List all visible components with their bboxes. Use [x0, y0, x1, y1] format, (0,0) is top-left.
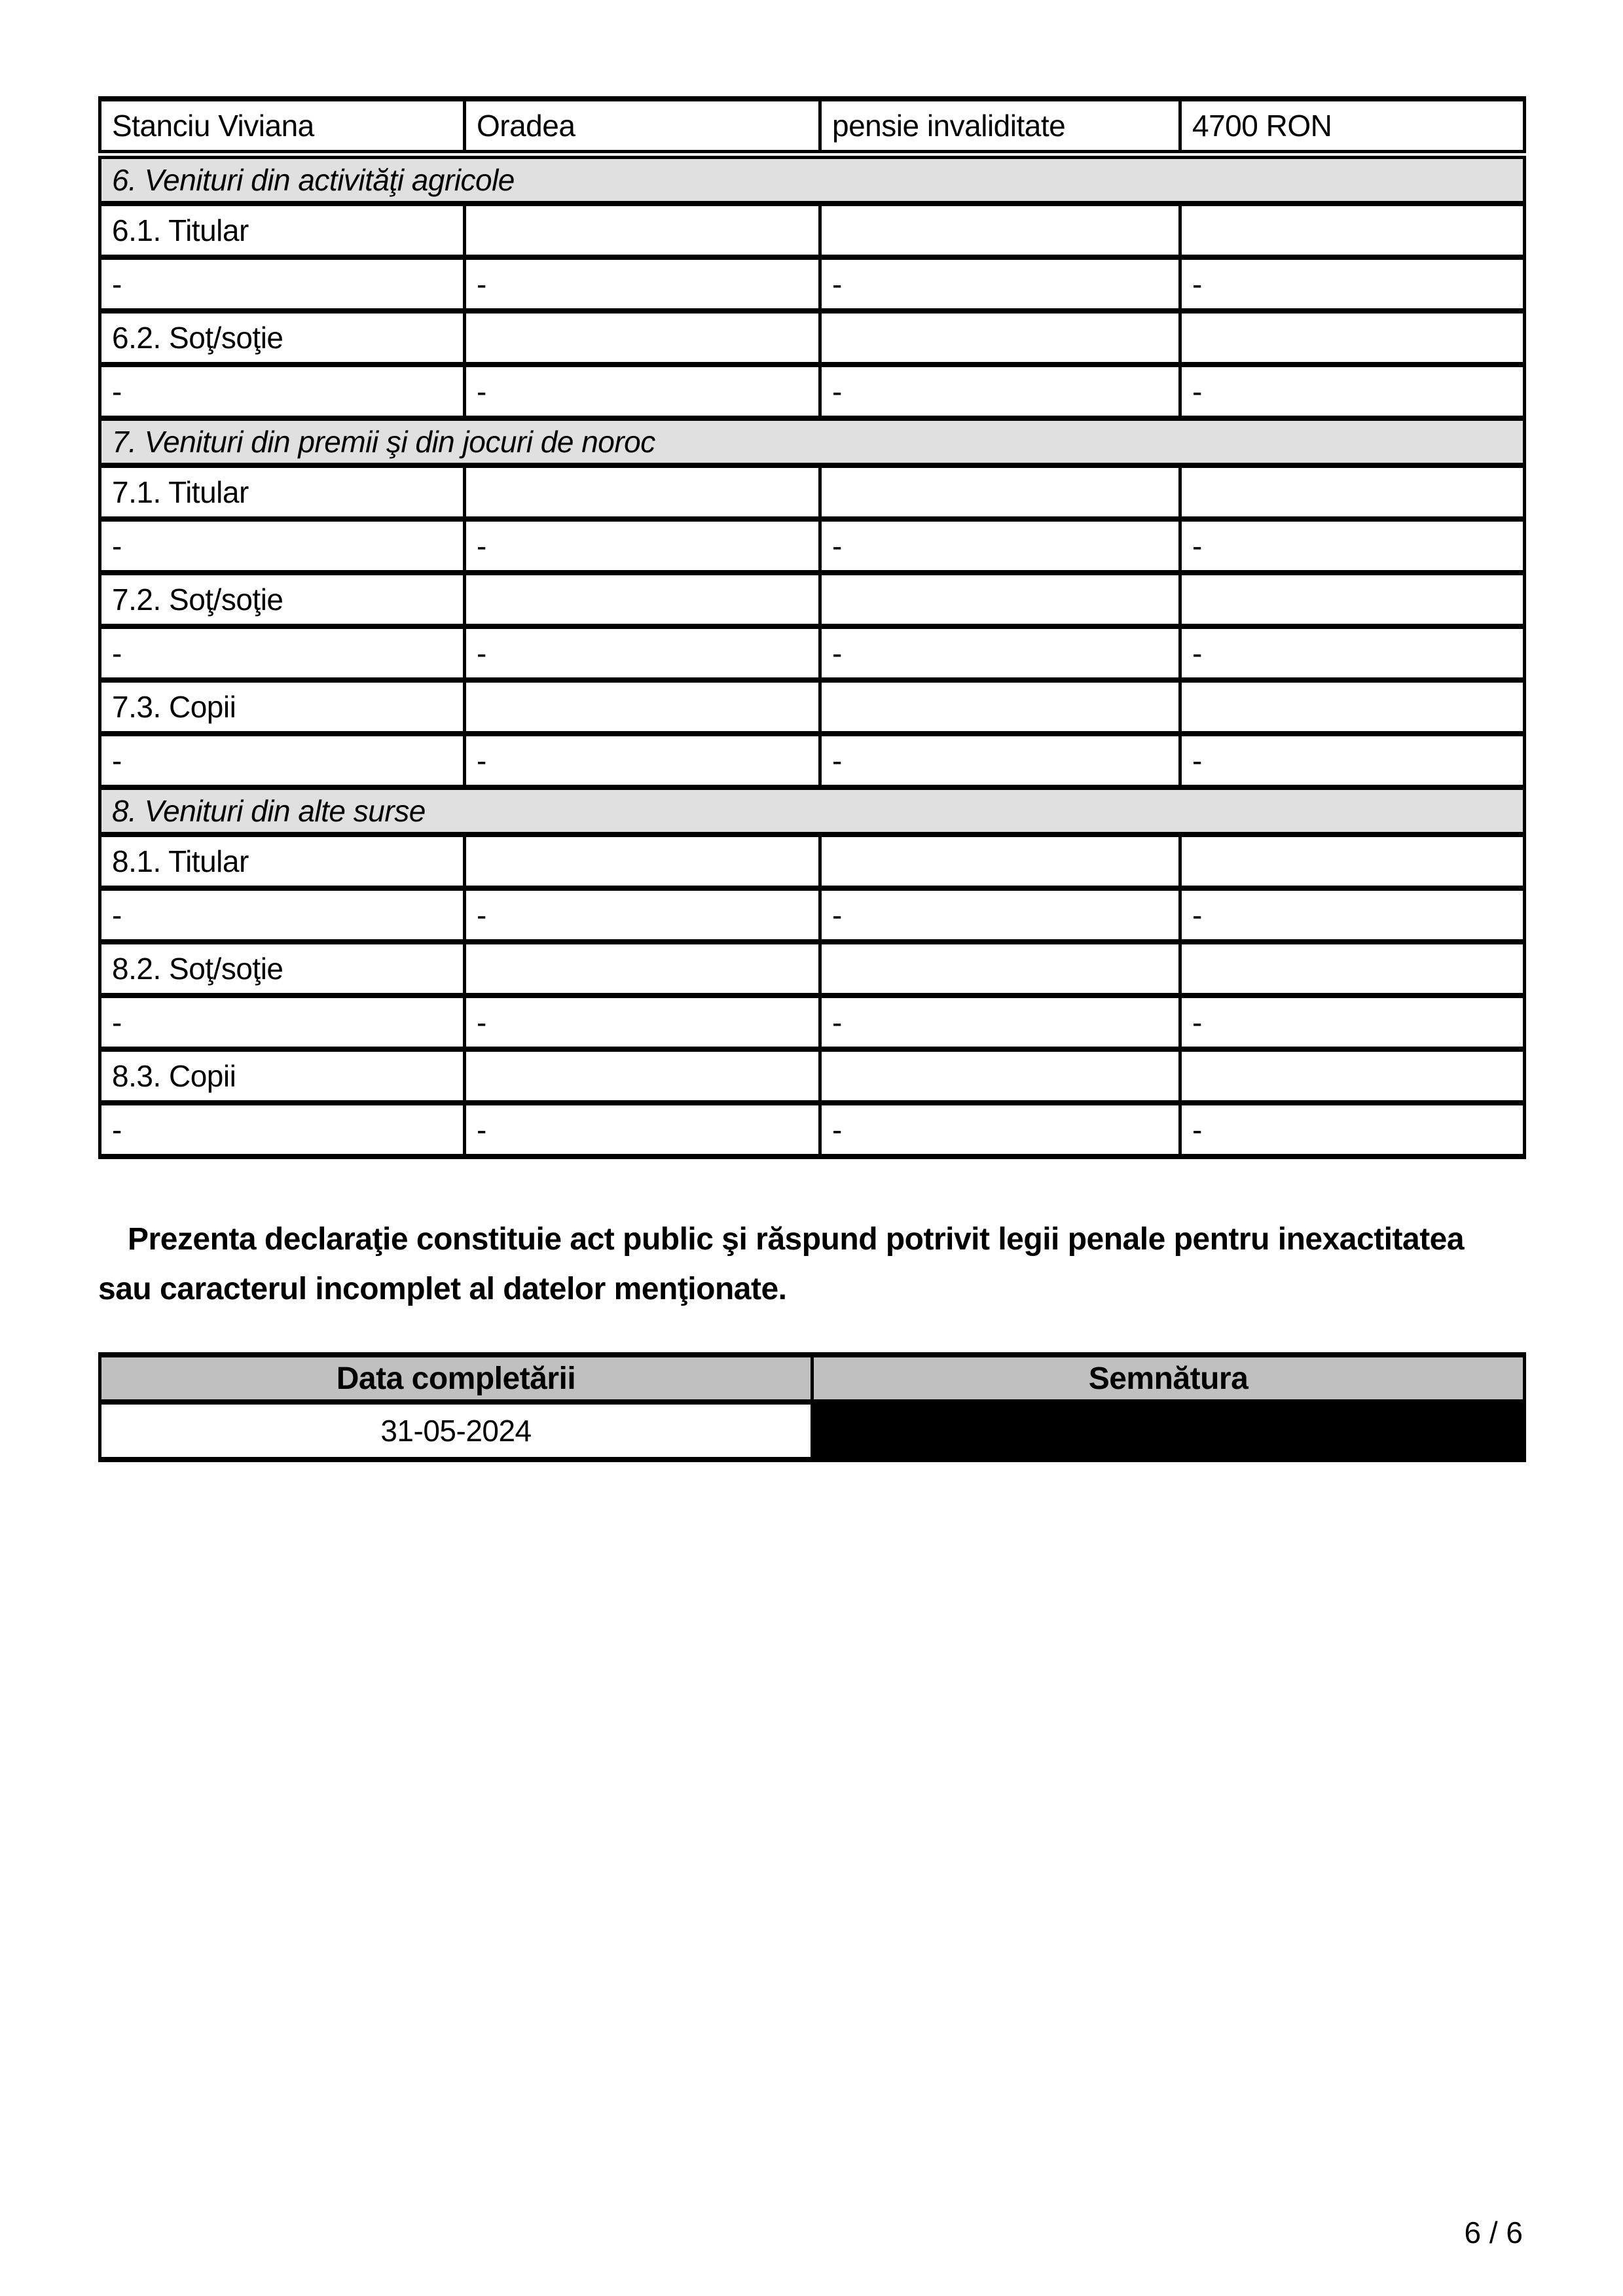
income-cell: 7.2. Soţ/soţie [100, 573, 465, 626]
income-cell: - [100, 1103, 465, 1157]
income-cell: - [465, 365, 820, 418]
income-cell [1180, 204, 1525, 257]
income-section-label: 7. Venituri din premii şi din jocuri de noroc [100, 418, 1525, 465]
declaration-statement: Prezenta declaraţie constituie act public şi răspund potrivit legii penale pentru inexactitatea sau caracterul incomplet al datelor menţionate. [98, 1222, 1465, 1306]
income-cell: 6.2. Soţ/soţie [100, 311, 465, 365]
income-cell [465, 942, 820, 996]
income-cell: - [465, 734, 820, 787]
income-row [100, 996, 1525, 1049]
income-cell: - [820, 365, 1180, 418]
income-cell: pensie invaliditate [820, 99, 1180, 154]
income-cell [820, 573, 1180, 626]
income-cell [465, 311, 820, 365]
income-cell [820, 311, 1180, 365]
income-cell: Stanciu Viviana [100, 99, 465, 154]
page-number: 6 / 6 [1464, 2215, 1523, 2250]
income-cell: - [1180, 626, 1525, 680]
income-cell: - [465, 996, 820, 1049]
income-cell: - [1180, 1103, 1525, 1157]
completion-date-cell: 31-05-2024 [100, 1402, 812, 1460]
income-cell [820, 204, 1180, 257]
income-cell: - [1180, 365, 1525, 418]
income-cell [1180, 1049, 1525, 1103]
income-row [100, 365, 1525, 418]
income-row [100, 680, 1525, 734]
income-cell: - [1180, 734, 1525, 787]
income-section-label: 6. Venituri din activităţi agricole [100, 154, 1525, 204]
income-cell: - [100, 888, 465, 942]
income-cell: - [100, 996, 465, 1049]
income-cell [820, 1049, 1180, 1103]
income-section-row [100, 154, 1525, 204]
signature-table-header-row [100, 1355, 1525, 1402]
income-cell: 8.3. Copii [100, 1049, 465, 1103]
income-cell [465, 465, 820, 519]
signature-table-header-signature: Semnătura [812, 1355, 1525, 1402]
income-cell: - [465, 888, 820, 942]
income-cell: - [1180, 519, 1525, 573]
income-cell [465, 680, 820, 734]
income-cell: - [1180, 888, 1525, 942]
income-row [100, 888, 1525, 942]
income-cell: - [100, 257, 465, 311]
income-cell [820, 680, 1180, 734]
income-cell [820, 942, 1180, 996]
signature-table-header-date: Data completării [100, 1355, 812, 1402]
income-cell: 8.2. Soţ/soţie [100, 942, 465, 996]
income-cell: - [820, 996, 1180, 1049]
income-cell: - [820, 519, 1180, 573]
income-cell: - [465, 257, 820, 311]
income-cell [1180, 573, 1525, 626]
income-section-row [100, 787, 1525, 834]
income-row [100, 942, 1525, 996]
income-cell: - [100, 626, 465, 680]
income-row [100, 465, 1525, 519]
income-row [100, 204, 1525, 257]
income-cell: - [820, 257, 1180, 311]
income-cell: Oradea [465, 99, 820, 154]
income-cell [1180, 465, 1525, 519]
income-cell [465, 834, 820, 888]
income-cell [465, 1049, 820, 1103]
income-cell: 4700 RON [1180, 99, 1525, 154]
income-cell: - [100, 519, 465, 573]
income-cell [820, 834, 1180, 888]
income-cell [820, 465, 1180, 519]
income-cell: - [100, 365, 465, 418]
income-cell: 8.1. Titular [100, 834, 465, 888]
signature-table-value-row [100, 1402, 1525, 1460]
income-row [100, 519, 1525, 573]
income-row [100, 1103, 1525, 1157]
income-table-body [100, 99, 1525, 1157]
signature-table [98, 1352, 1526, 1462]
income-cell: - [1180, 257, 1525, 311]
income-table [98, 96, 1526, 1159]
income-cell: - [1180, 996, 1525, 1049]
income-cell [465, 573, 820, 626]
income-cell: - [820, 626, 1180, 680]
income-cell [1180, 834, 1525, 888]
income-row [100, 734, 1525, 787]
income-row [100, 834, 1525, 888]
income-cell [1180, 942, 1525, 996]
income-cell: - [820, 734, 1180, 787]
income-cell: - [100, 734, 465, 787]
signature-redacted-cell [812, 1402, 1525, 1460]
income-cell: 7.3. Copii [100, 680, 465, 734]
income-cell: 7.1. Titular [100, 465, 465, 519]
income-cell [1180, 311, 1525, 365]
income-row [100, 573, 1525, 626]
income-section-row [100, 418, 1525, 465]
income-cell: - [465, 1103, 820, 1157]
income-cell: 6.1. Titular [100, 204, 465, 257]
income-section-label: 8. Venituri din alte surse [100, 787, 1525, 834]
income-cell: - [820, 888, 1180, 942]
income-row [100, 626, 1525, 680]
income-row [100, 1049, 1525, 1103]
income-cell [1180, 680, 1525, 734]
income-row [100, 99, 1525, 154]
income-row [100, 257, 1525, 311]
income-cell: - [820, 1103, 1180, 1157]
income-cell [465, 204, 820, 257]
income-cell: - [465, 519, 820, 573]
income-row [100, 311, 1525, 365]
income-cell: - [465, 626, 820, 680]
